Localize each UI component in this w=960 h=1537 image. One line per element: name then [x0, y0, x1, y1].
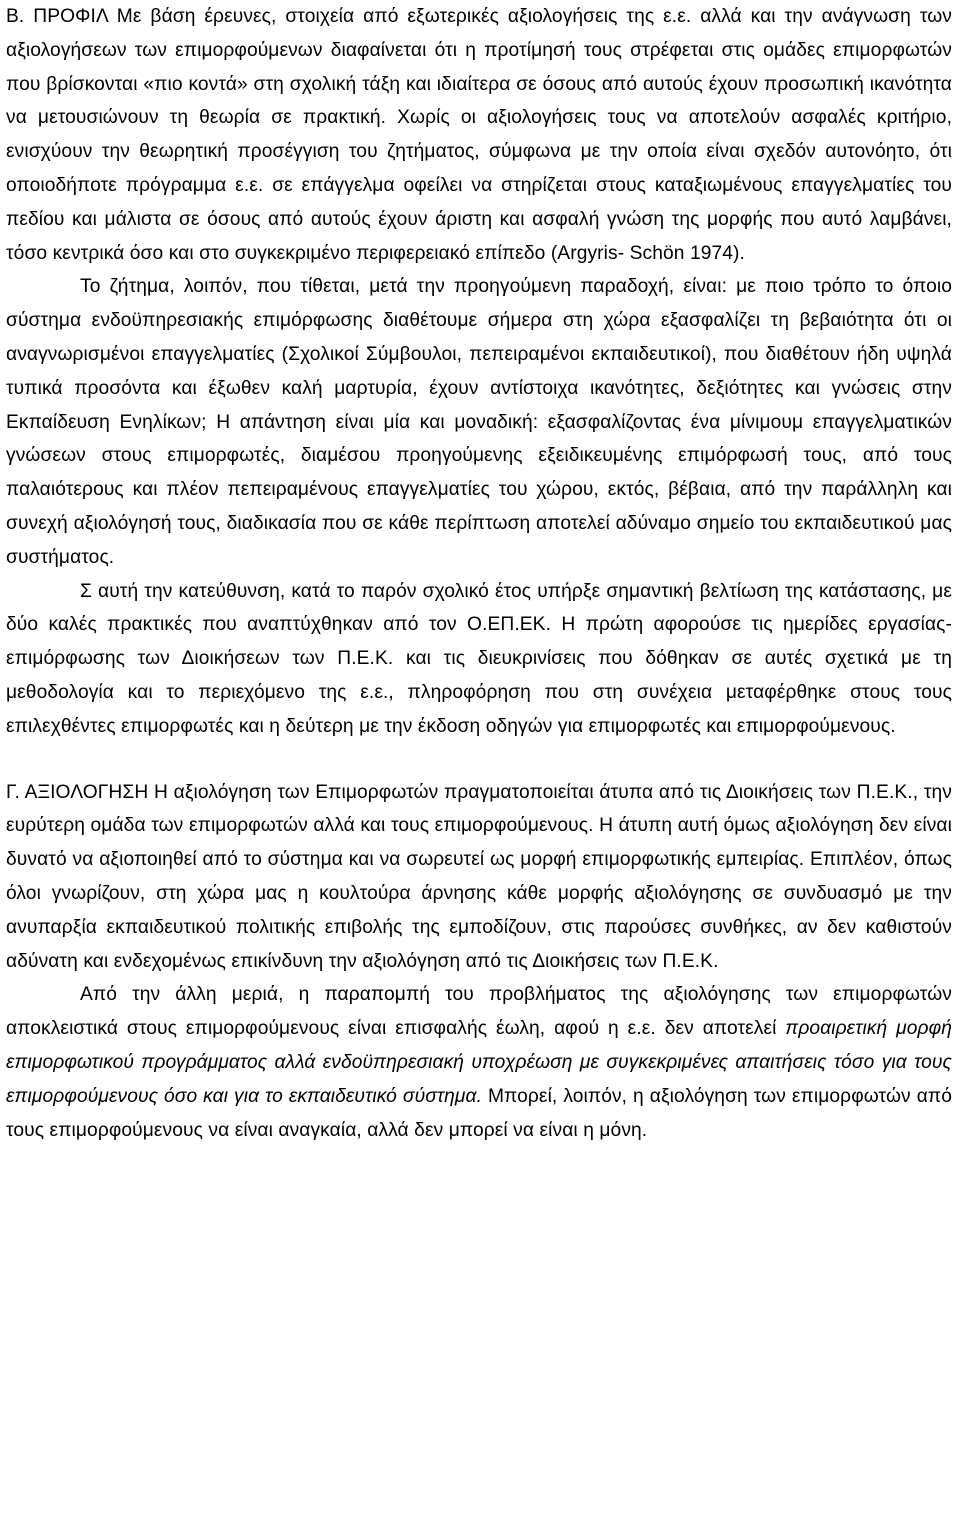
- section-b-paragraph-1: [6, 0, 952, 270]
- section-g-text-2-italic: προαιρετική μορφή επιμορφωτικού προγράμματος αλλά ενδοϋπηρεσιακή υποχρέωση με συγκεκριμένες απαιτήσεις τόσο για τους επιμορφούμενους όσο και για το εκπαιδευτικό σύστημα.: [6, 1018, 952, 1107]
- section-g-paragraph-2: [6, 978, 952, 1147]
- section-g-heading: Γ. ΑΞΙΟΛΟΓΗΣΗ: [6, 781, 149, 803]
- section-b-paragraph-3: Σ αυτή την κατεύθυνση, κατά το παρόν σχολικό έτος υπήρξε σημαντική βελτίωση της κατάστασης, με δύο καλές πρακτικές που αναπτύχθηκαν από τον Ο.ΕΠ.ΕΚ. Η πρώτη αφορούσε τις ημερίδες εργασίας-επιμόρφωσης των Διοικήσεων των Π.Ε.Κ. και τις διευκρινίσεις που δόθηκαν σε αυτές σχετικά με τη μεθοδολογία και το περιεχόμενο της ε.ε., πληροφόρηση που στη συνέχεια μεταφέρθηκε στους τους επιλεχθέντες επιμορφωτές και η δεύτερη με την έκδοση οδηγών για επιμορφωτές και επιμορφούμενους.: [6, 580, 952, 737]
- section-b-text-1: Με βάση έρευνες, στοιχεία από εξωτερικές αξιολογήσεις της ε.ε. αλλά και την ανάγνωση των αξιολογήσεων των επιμορφούμενων διαφαίνεται ότι η προτίμησή τους στρέφεται στις ομάδες επιμορφωτών που βρίσκονται «πιο κοντά» στη σχολική τάξη και ιδιαίτερα σε όσους από αυτούς έχουν προσωπική ικανότητα να μετουσιώνουν τη θεωρία σε πρακτική. Χωρίς οι αξιολογήσεις τους να αποτελούν ασφαλές κριτήριο, ενισχύουν την θεωρητική προσέγγιση του ζητήματος, σύμφωνα με την οποία είναι σχεδόν αυτονόητο, ότι οποιοδήποτε πρόγραμμα ε.ε. σε επάγγελμα οφείλει να στηρίζεται στους καταξιωμένους επαγγελματίες του πεδίου και μάλιστα σε όσους από αυτούς έχουν άριστη και ασφαλή γνώση της μορφής που αυτό λαμβάνει, τόσο κεντρικά όσο και στο συγκεκριμένο περιφερειακό επίπεδο (Argyris- Schön 1974).: [6, 6, 953, 264]
- section-g-text-2-start: Από την άλλη μεριά, η παραπομπή του προβλήματος της αξιολόγησης των επιμορφωτών αποκλειστικά στους επιμορφούμενους είναι επισφαλής έωλη, αφού η ε.ε. δεν αποτελεί: [6, 984, 952, 1040]
- section-spacer: [6, 744, 952, 776]
- section-b-heading: Β. ΠΡΟΦΙΛ: [6, 6, 108, 27]
- section-b-paragraph-2: Το ζήτημα, λοιπόν, που τίθεται, μετά την προηγούμενη παραδοχή, είναι: με ποιο τρόπο το όποιο σύστημα ενδοϋπηρεσιακής επιμόρφωσης διαθέτουμε σήμερα στη χώρα εξασφαλίζει τη βεβαιότητα ότι οι αναγνωρισμένοι επαγγελματίες (Σχολικοί Σύμβουλοι, πεπειραμένοι εκπαιδευτικοί), που διαθέτουν ήδη υψηλά τυπικά προσόντα και έξωθεν καλή μαρτυρία, έχουν αντίστοιχα ικανότητες, δεξιότητες και γνώσεις στην Εκπαίδευση Ενηλίκων; Η απάντηση είναι μία και μοναδική: εξασφαλίζοντας ένα μίνιμουμ επαγγελματικών γνώσεων στους επιμορφωτές, διαμέσου προηγούμενης εξειδικευμένης επιμόρφωσή τους, από τους παλαιότερους και πλέον πεπειραμένους επαγγελματίες του χώρου, εκτός, βέβαια, από την παράλληλη και συνεχή αξιολόγησή τους, διαδικασία που σε κάθε περίπτωση αποτελεί αδύναμο σημείο του εκπαιδευτικού μας συστήματος.: [6, 276, 952, 568]
- section-g-text-1: Η αξιολόγηση των Επιμορφωτών πραγματοποιείται άτυπα από τις Διοικήσεις των Π.Ε.Κ., την ευρύτερη ομάδα των επιμορφωτών αλλά και τους επιμορφούμενους. Η άτυπη αυτή όμως αξιολόγηση δεν είναι δυνατό να αξιοποιηθεί από το σύστημα και να σωρευτεί ως μορφή επιμορφωτικής εμπειρίας. Επιπλέον, όπως όλοι γνωρίζουν, στη χώρα μας η κουλτούρα άρνησης κάθε μορφής αξιολόγησης σε συνδυασμό με την ανυπαρξία εκπαιδευτικού πολιτικής επιβολής της εμποδίζουν, στις παρούσες συνθήκες, αν δεν καθιστούν αδύνατη και ενδεχομένως επικίνδυνη την αξιολόγηση από τις Διοικήσεις των Π.Ε.Κ.: [6, 781, 952, 972]
- section-g-paragraph-1: [6, 776, 952, 979]
- section-g-text-2-end: Μπορεί, λοιπόν, η αξιολόγηση των επιμορφωτών από τους επιμορφούμενους να είναι αναγκαία, αλλά δεν μπορεί να είναι η μόνη.: [6, 1085, 952, 1141]
